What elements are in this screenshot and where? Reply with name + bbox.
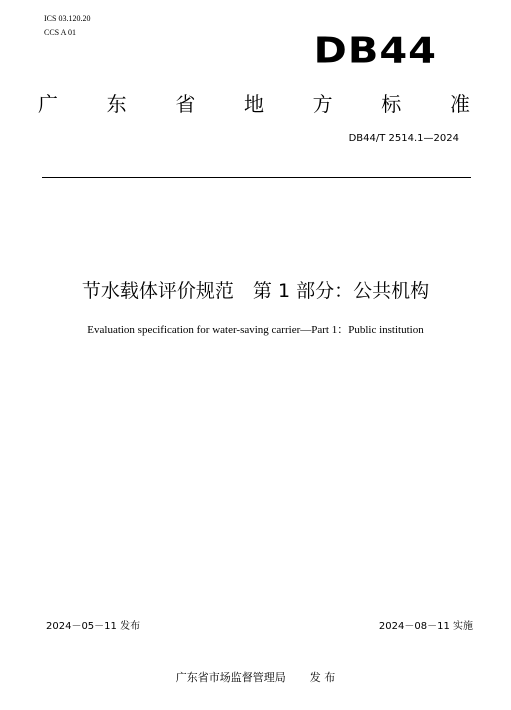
issuing-authority-line [0,671,511,685]
standard-type-char: 东 [106,92,127,116]
ics-code: ICS 03.120.20 [44,14,91,23]
ccs-code: CCS A 01 [44,28,77,37]
header-divider [42,177,471,178]
db44-logo: DB44 [313,30,437,72]
implement-date: 2024－08－11 实施 [378,621,473,632]
standard-type-heading [38,92,470,116]
standard-type-char: 标 [381,92,402,116]
document-title-chinese: 节水载体评价规范 第 1 部分：公共机构 [81,280,430,302]
document-title-english: Evaluation specification for water-saving carrier—Part 1：Public institution [87,324,424,336]
standard-number: DB44/T 2514.1—2024 [348,133,459,144]
standard-type-char: 地 [243,92,264,116]
standard-type-char: 广 [38,92,58,116]
standard-type-char: 准 [449,92,470,116]
standard-type-char: 省 [175,92,196,116]
standard-type-char: 方 [312,92,333,116]
publish-date: 2024－05－11 发布 [46,621,141,632]
issue-word: 发 布 [309,671,336,684]
issuing-authority: 广东省市场监督管理局 [175,671,286,684]
